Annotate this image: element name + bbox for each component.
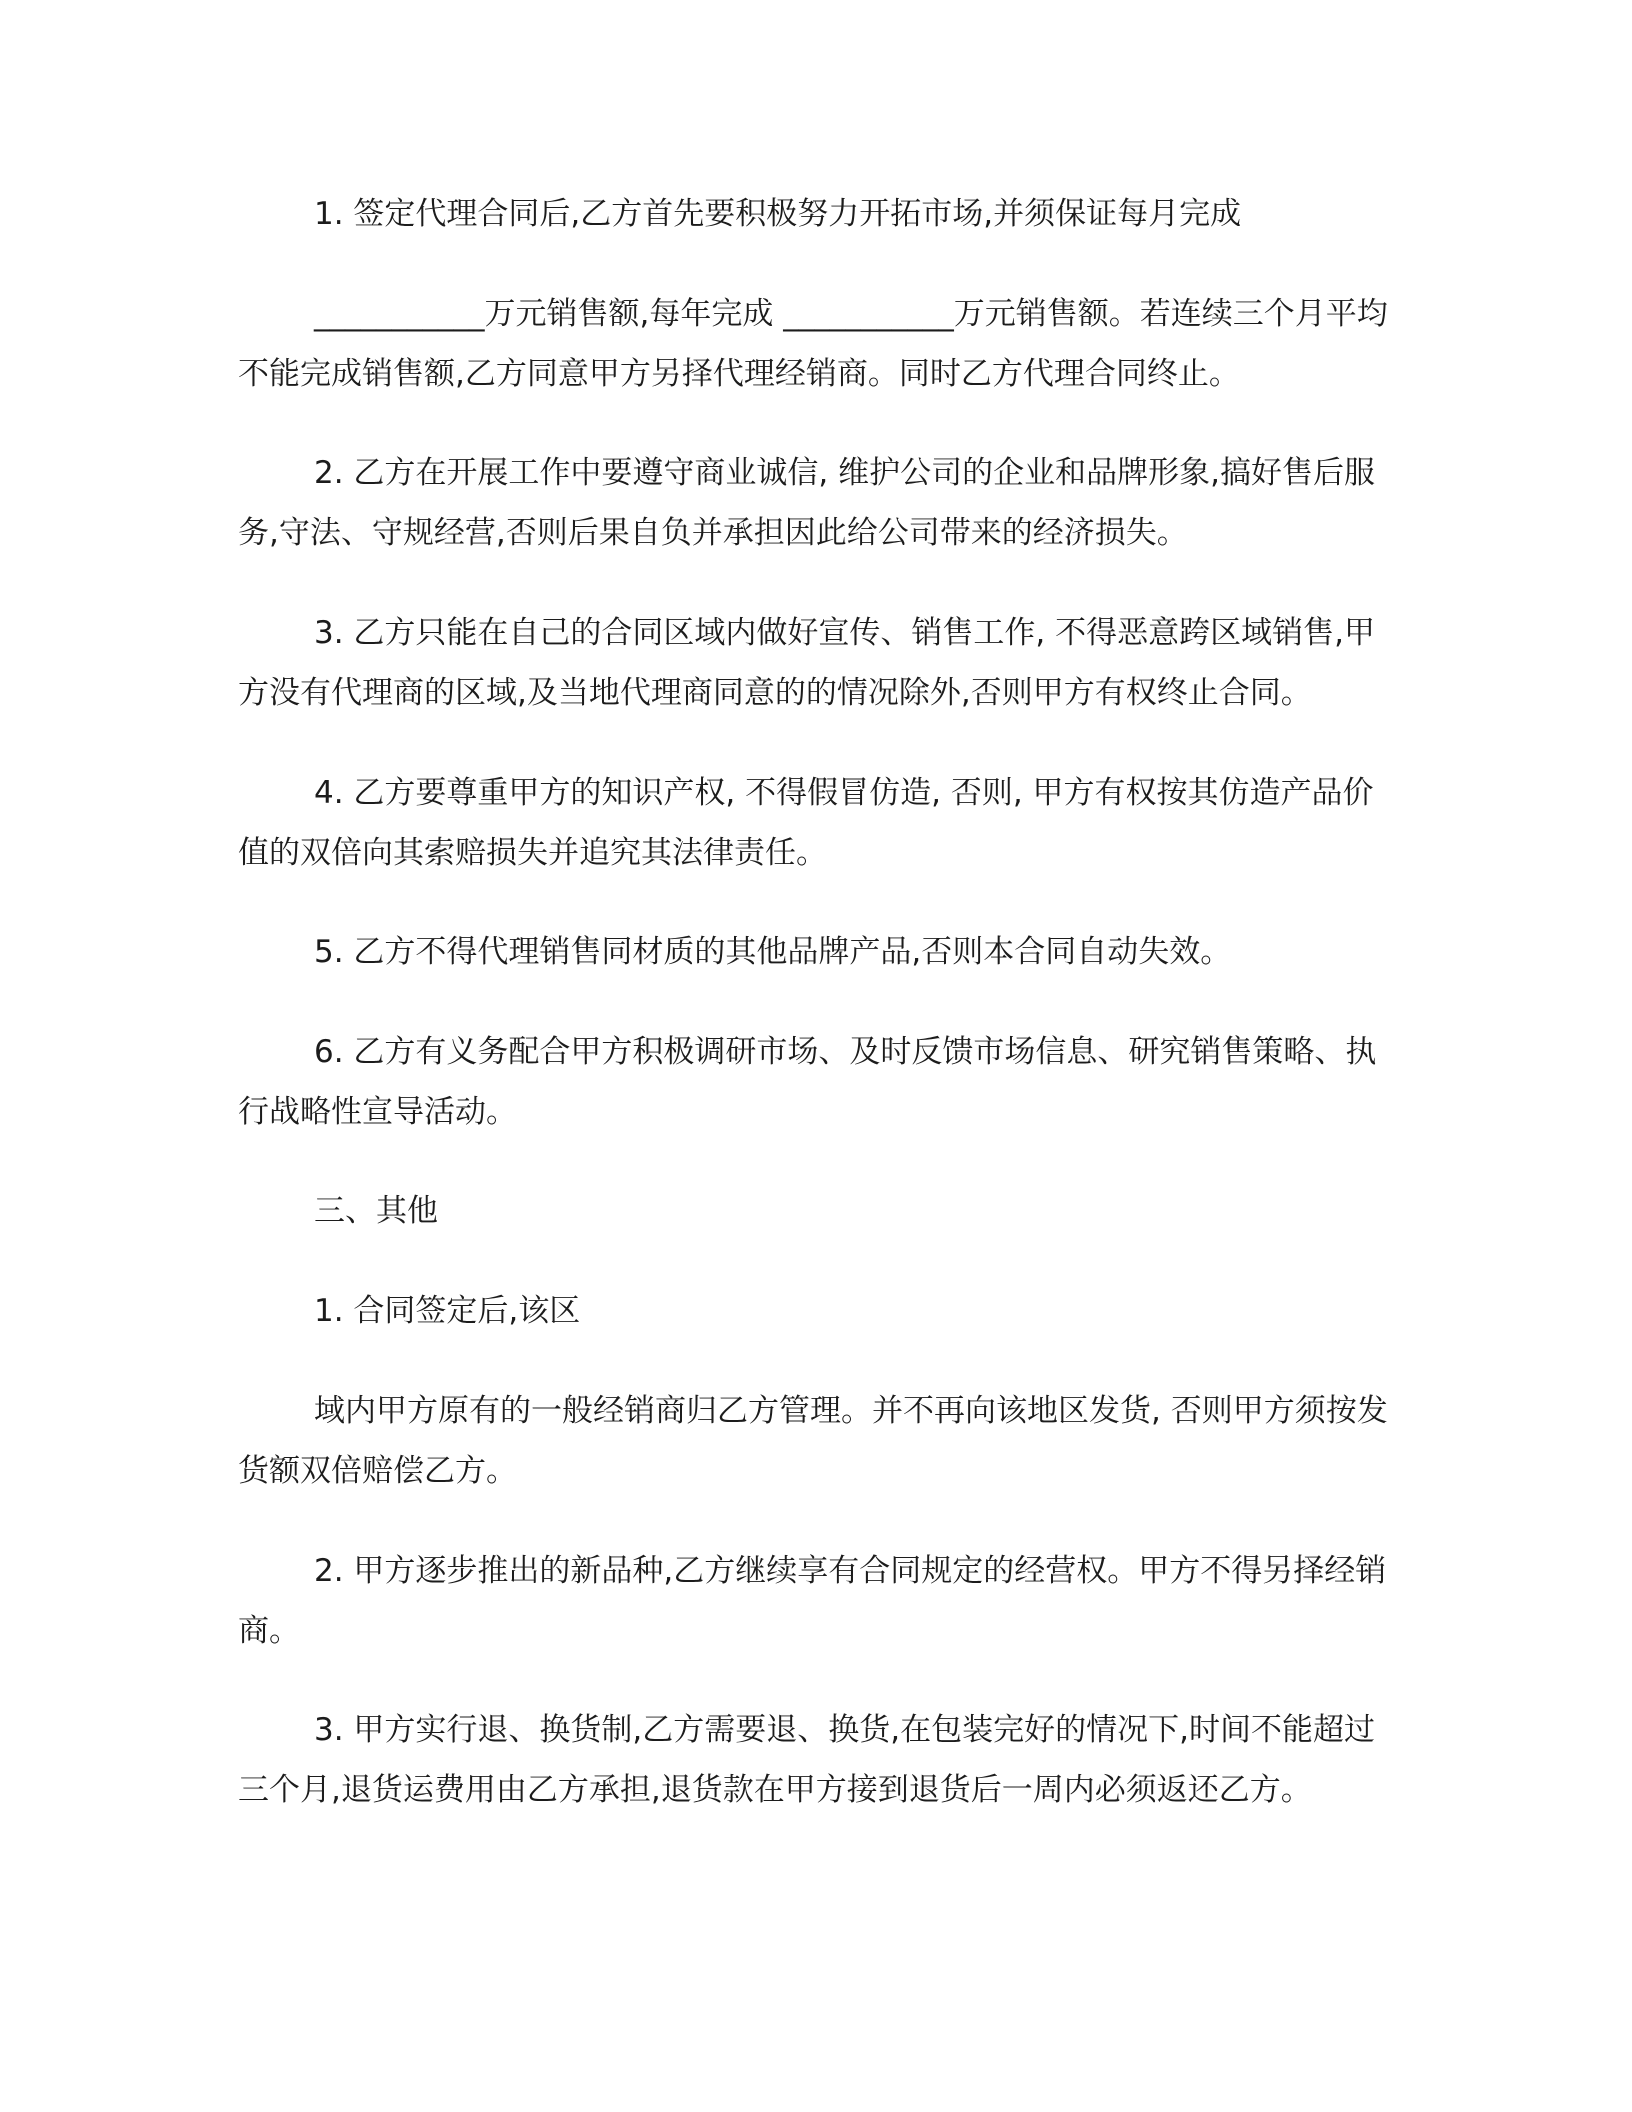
paragraph-clause-6: 6. 乙方有义务配合甲方积极调研市场、及时反馈市场信息、研究销售策略、执行战略性宣导活动。 (238, 1034, 1377, 1130)
paragraph-sales-target: ___________万元销售额,每年完成 ___________万元销售额。若连续三个月平均不能完成销售额,乙方同意甲方另择代理经销商。同时乙方代理合同终止。 (238, 296, 1388, 392)
paragraph-clause-3: 3. 乙方只能在自己的合同区域内做好宣传、销售工作, 不得恶意跨区域销售,甲方没有代理商的区域,及当地代理商同意的的情况除外,否则甲方有权终止合同。 (238, 615, 1375, 711)
paragraph-other-clause-3: 3. 甲方实行退、换货制,乙方需要退、换货,在包装完好的情况下,时间不能超过三个月,退货运费用由乙方承担,退货款在甲方接到退货后一周内必须返还乙方。 (238, 1712, 1375, 1808)
paragraph-clause-5: 5. 乙方不得代理销售同材质的其他品牌产品,否则本合同自动失效。 (314, 934, 1232, 970)
paragraph-other-clause-1-cont: 域内甲方原有的一般经销商归乙方管理。并不再向该地区发货, 否则甲方须按发货额双倍赔偿乙方。 (238, 1393, 1388, 1489)
paragraph-clause-4: 4. 乙方要尊重甲方的知识产权, 不得假冒仿造, 否则, 甲方有权按其仿造产品价值的双倍向其索赔损失并追究其法律责任。 (238, 775, 1374, 871)
paragraph-clause-2: 2. 乙方在开展工作中要遵守商业诚信, 维护公司的企业和品牌形象,搞好售后服务,守法、守规经营,否则后果自负并承担因此给公司带来的经济损失。 (238, 455, 1375, 551)
paragraph-other-clause-1: 1. 合同签定后,该区 (314, 1293, 581, 1329)
paragraph-other-clause-2: 2. 甲方逐步推出的新品种,乙方继续享有合同规定的经营权。甲方不得另择经销商。 (238, 1553, 1387, 1649)
section-heading-other: 三、其他 (314, 1193, 438, 1229)
paragraph-clause-1: 1. 签定代理合同后,乙方首先要积极努力开拓市场,并须保证每月完成 (314, 196, 1242, 232)
